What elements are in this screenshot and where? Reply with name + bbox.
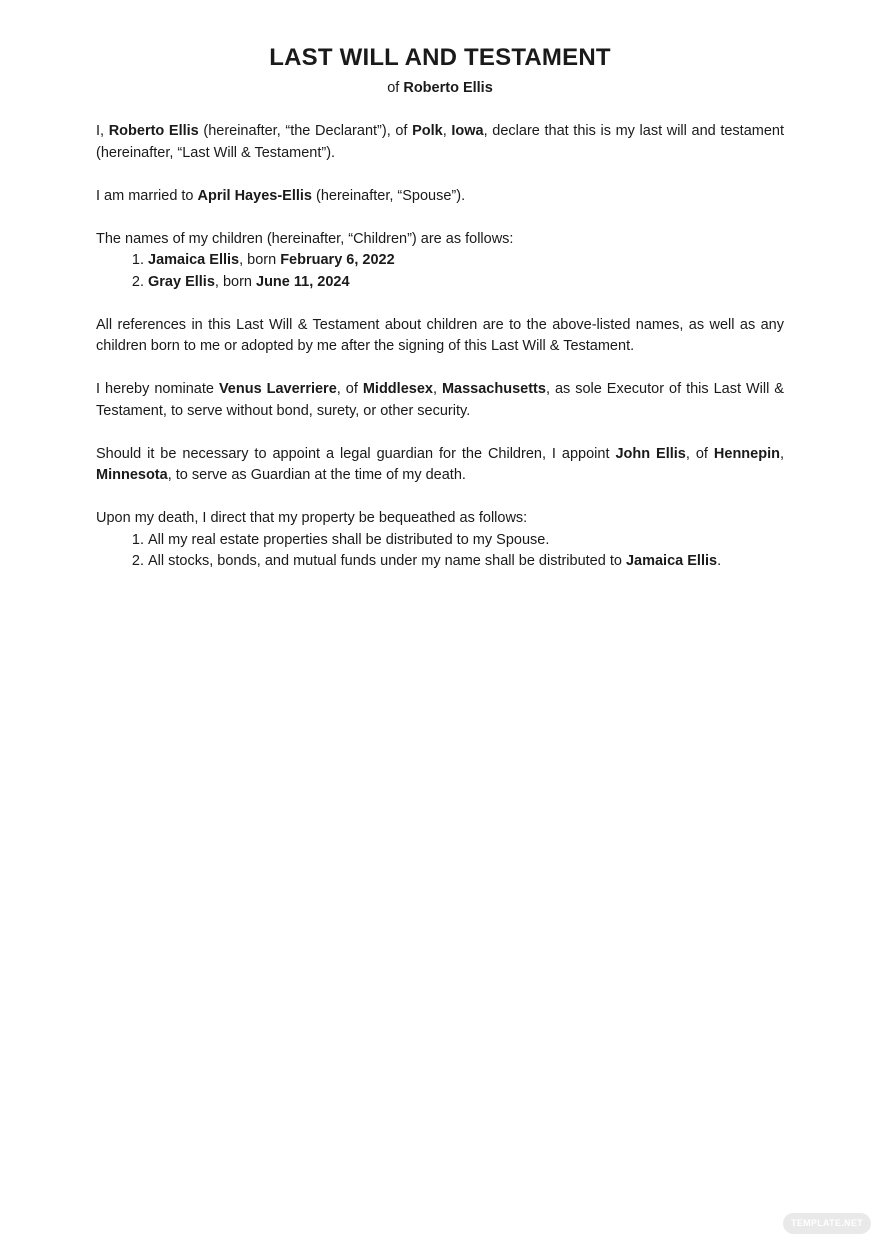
- text: , declare that this is my last will and testament (hereinafter, “Last Will & Testament”).: [96, 123, 784, 161]
- text: , of: [685, 445, 714, 462]
- text: I,: [96, 123, 109, 139]
- executor-county: Middlesex: [362, 381, 433, 397]
- template-watermark: TEMPLATE.NET: [783, 1213, 871, 1234]
- bequest-list: [96, 530, 784, 573]
- guardian-county: Hennepin: [713, 445, 780, 462]
- guardian-state: Minnesota: [96, 467, 168, 483]
- list-item: [148, 272, 784, 294]
- executor-paragraph: [96, 379, 784, 422]
- text: , as sole Executor of this Last Will & Testament, to serve without bond, surety, or other security.: [96, 381, 784, 419]
- document-subtitle: [0, 80, 880, 96]
- declarant-county: Polk: [412, 123, 443, 139]
- child-name: Jamaica Ellis: [148, 252, 240, 268]
- text: , of: [336, 381, 363, 397]
- text: I am married to: [96, 187, 198, 204]
- guardian-paragraph: [96, 444, 784, 487]
- executor-name: Venus Laverriere: [218, 381, 337, 397]
- text: (hereinafter, “the Declarant”), of: [198, 123, 413, 139]
- text: I hereby nominate: [96, 381, 219, 397]
- text: (hereinafter, “Spouse”).: [311, 187, 466, 204]
- child-name: Gray Ellis: [148, 273, 215, 290]
- text: ,: [432, 381, 442, 397]
- guardian-name: John Ellis: [615, 445, 686, 462]
- subtitle-prefix: of: [387, 80, 404, 96]
- declarant-state: Iowa: [451, 123, 484, 139]
- text: , to serve as Guardian at the time of my death.: [167, 467, 466, 483]
- declarant-name-subtitle: Roberto Ellis: [403, 80, 493, 96]
- text: , born: [239, 252, 281, 268]
- text: , born: [214, 273, 257, 290]
- child-birth-date: June 11, 2024: [256, 273, 350, 290]
- document-body: [96, 121, 784, 594]
- children-list: [96, 250, 784, 293]
- document-title: LAST WILL AND TESTAMENT: [269, 44, 611, 71]
- declarant-name: Roberto Ellis: [108, 123, 199, 139]
- child-birth-date: February 6, 2022: [280, 252, 395, 268]
- list-item: 1. All my real estate properties shall be distributed to my Spouse.: [148, 530, 784, 552]
- beneficiary-name: Jamaica Ellis: [625, 553, 718, 569]
- spouse-paragraph: [96, 186, 784, 208]
- text: Should it be necessary to appoint a legal guardian for the Children, I appoint: [96, 445, 616, 462]
- list-item: [148, 551, 784, 573]
- declaration-paragraph: [96, 121, 784, 164]
- children-intro: The names of my children (hereinafter, “Children”) are as follows:: [96, 230, 514, 247]
- text: .: [717, 553, 722, 569]
- text: All stocks, bonds, and mutual funds under my name shall be distributed to: [148, 553, 626, 569]
- spouse-name: April Hayes-Ellis: [197, 187, 312, 204]
- executor-state: Massachusetts: [441, 381, 546, 397]
- bequest-intro: Upon my death, I direct that my property be bequeathed as follows:: [96, 510, 528, 526]
- list-item: [148, 250, 784, 272]
- text: ,: [779, 445, 784, 462]
- text: ,: [442, 123, 452, 139]
- children-references-paragraph: All references in this Last Will & Testament about children are to the above-listed names, as well as any children born to me or adopted by me after the signing of this Last Will & Testament.: [96, 316, 784, 354]
